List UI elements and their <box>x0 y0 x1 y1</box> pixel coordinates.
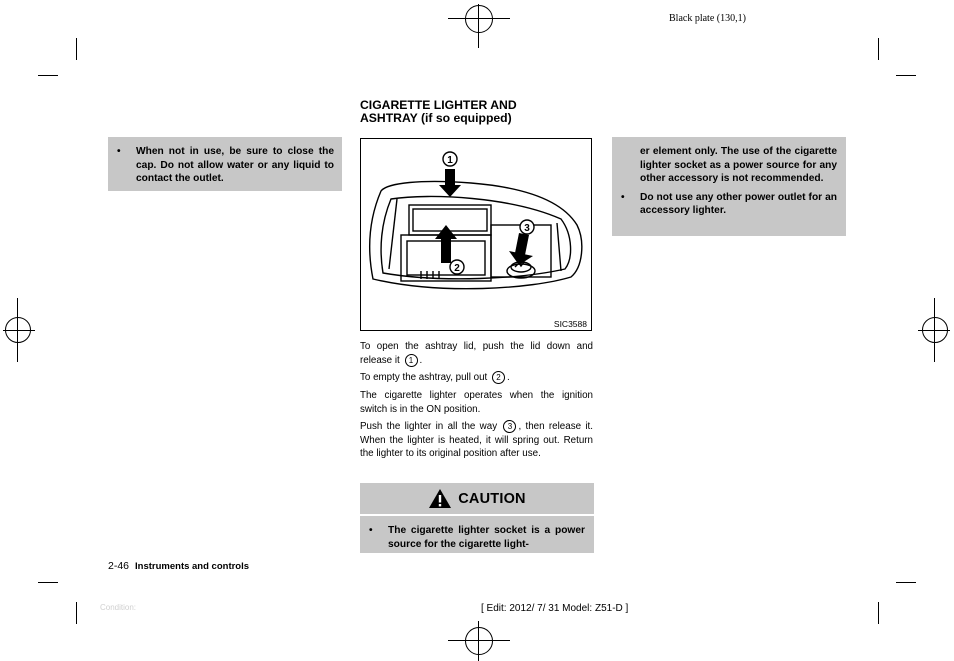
page-footer <box>108 560 249 572</box>
ref-2-icon: 2 <box>492 371 505 384</box>
svg-text:3: 3 <box>524 223 530 234</box>
bullet-icon: • <box>117 146 121 157</box>
figure-code: SIC3588 <box>553 319 587 329</box>
ref-1-icon: 1 <box>405 354 418 367</box>
callout-3 <box>520 220 534 234</box>
section-title-line1: CIGARETTE LIGHTER AND <box>360 98 517 112</box>
chapter-title: Instruments and controls <box>135 561 250 572</box>
bullet-icon: • <box>369 525 373 536</box>
arrow-down-lid-icon <box>439 169 461 197</box>
caution-body <box>360 516 594 553</box>
section-title <box>360 99 600 125</box>
ashtray-illustration <box>360 138 592 331</box>
plate-label: Black plate (130,1) <box>669 13 746 24</box>
list-item <box>360 524 585 551</box>
condition-label: Condition: <box>100 603 137 612</box>
bullet-text: The cigarette lighter socket is a power source for the cigarette light- <box>388 525 585 550</box>
bullet-icon: • <box>621 191 625 203</box>
warning-triangle-icon <box>428 488 452 509</box>
caution-label: CAUTION <box>458 490 526 507</box>
bullet-text: Do not use any other power outlet for an accessory lighter. <box>640 191 837 216</box>
ref-3-icon: 3 <box>503 420 516 433</box>
arrow-down-lighter-icon <box>509 233 533 265</box>
section-title-line2: ASHTRAY (if so equipped) <box>360 111 512 125</box>
svg-text:1: 1 <box>447 155 453 166</box>
continued-text: er element only. The use of the cigarette lighter socket as a power source for any other accessory is not recommended. <box>640 146 837 184</box>
ashtray-housing-illustration <box>370 181 582 288</box>
left-note-box <box>108 137 342 191</box>
callout-2 <box>450 260 464 274</box>
paragraph-push-lighter: Push the lighter in all the way 3 , then release it. When the lighter is heated, it will spring out. Return the lighter to its original position after use. <box>360 421 593 460</box>
paragraph-open-lid: To open the ashtray lid, push the lid down and release it 1 . <box>360 341 593 366</box>
edit-info: [ Edit: 2012/ 7/ 31 Model: Z51-D ] <box>481 603 629 614</box>
caution-continued-box <box>612 137 846 236</box>
caution-header <box>360 483 594 514</box>
callout-1 <box>443 152 457 166</box>
bullet-text: When not in use, be sure to close the cap. Do not allow water or any liquid to contact the outlet. <box>136 146 334 184</box>
svg-text:2: 2 <box>454 263 460 274</box>
list-item <box>108 145 334 186</box>
paragraph-ignition: The cigarette lighter operates when the ignition switch is in the ON position. <box>360 390 593 415</box>
list-item <box>612 191 837 218</box>
paragraph-empty-ashtray: To empty the ashtray, pull out 2 . <box>360 372 510 384</box>
page-number: 2-46 <box>108 560 130 572</box>
